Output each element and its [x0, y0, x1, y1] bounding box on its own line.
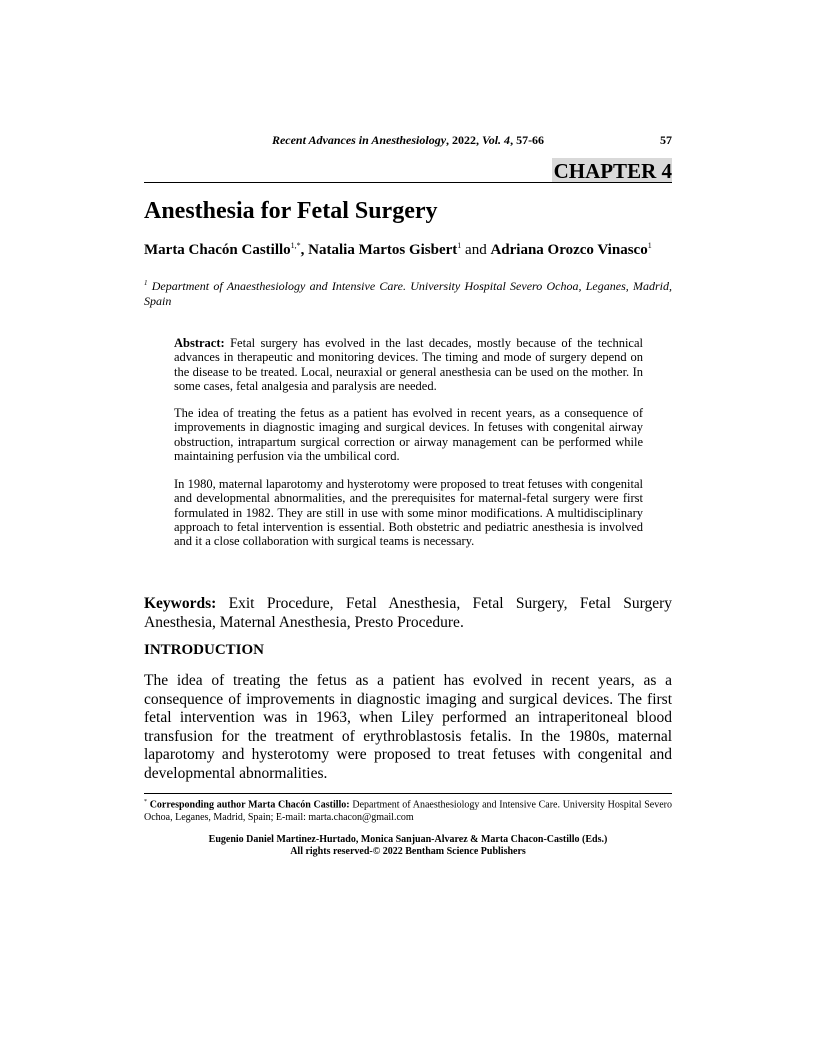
author-separator: ,	[300, 242, 309, 258]
abstract-paragraph-1	[174, 336, 643, 393]
author-1: Marta Chacón Castillo	[144, 242, 291, 258]
abstract-label: Abstract:	[174, 336, 225, 350]
keywords-label: Keywords:	[144, 595, 217, 612]
chapter-divider	[144, 182, 672, 183]
introduction-paragraph: The idea of treating the fetus as a patient has evolved in recent years, as a consequence of improvements in diagnostic imaging and surgical devices. The first fetal intervention was in 1963, when Liley performed an intraperitoneal blood transfusion for the treatment of erythroblastosis fetalis. In the 1980s, maternal laparotomy and hysterotomy were proposed to treat fetuses with congenital and developmental abnormalities.	[144, 672, 672, 782]
footnote	[144, 796, 672, 824]
author-1-affiliation-mark: 1,*	[290, 241, 301, 250]
year-separator: , 2022,	[446, 133, 483, 147]
author-3-affiliation-mark: 1	[647, 241, 652, 250]
keywords	[144, 594, 672, 632]
abstract-paragraph-3: In 1980, maternal laparotomy and hysterotomy were proposed to treat fetuses with congenital and developmental abnormalities, and the prerequisites for maternal-fetal surgery were first formulated in 1982. They are still in use with some minor modifications. A multidisciplinary approach to fetal intervention is essential. Both obstetric and pediatric anesthesia is involved and it a close collaboration with surgical teams is necessary.	[174, 477, 643, 549]
keywords-text: Exit Procedure, Fetal Anesthesia, Fetal Surgery, Fetal Surgery Anesthesia, Maternal Anesthesia, Presto Procedure.	[144, 595, 672, 631]
page-number: 57	[660, 133, 672, 147]
affiliation-mark: 1	[144, 279, 148, 287]
author-list	[144, 236, 672, 260]
footnote-text: Department of Anaesthesiology and Intensive Care. University Hospital Severo Ochoa, Leganes, Madrid, Spain; E-mail: marta.chacon@gmail.com	[144, 799, 672, 823]
publisher-info	[144, 834, 672, 858]
footnote-label: Corresponding author Marta Chacón Castillo:	[147, 799, 350, 811]
editors-line: Eugenio Daniel Martinez-Hurtado, Monica Sanjuan-Alvarez & Marta Chacon-Castillo (Eds.)	[208, 834, 608, 845]
introduction-heading: INTRODUCTION	[144, 642, 265, 658]
chapter-title: Anesthesia for Fetal Surgery	[144, 198, 438, 224]
affiliation	[144, 276, 672, 309]
author-3: Adriana Orozco Vinasco	[490, 242, 648, 258]
affiliation-text: Department of Anaesthesiology and Intensive Care. University Hospital Severo Ochoa, Leganes, Madrid, Spain	[144, 279, 672, 308]
author-2-affiliation-mark: 1	[457, 241, 462, 250]
abstract-text-1: Fetal surgery has evolved in the last decades, mostly because of the technical advances in therapeutic and monitoring devices. The timing and mode of surgery depend on the disease to be treated. Local, neuraxial or general anesthesia can be used on the mother. In some cases, fetal analgesia and paralysis are needed.	[174, 336, 643, 393]
page-range: , 57-66	[510, 133, 545, 147]
abstract-paragraph-2: The idea of treating the fetus as a patient has evolved in recent years, as a consequence of improvements in diagnostic imaging and surgical devices. In fetuses with congenital airway obstruction, intrapartum surgical correction or airway management can be performed while maintaining perfusion via the umbilical cord.	[174, 406, 643, 463]
footnote-mark: *	[144, 799, 147, 805]
journal-name: Recent Advances in Anesthesiology	[271, 133, 447, 147]
author-2: Natalia Martos Gisbert	[308, 242, 458, 258]
chapter-label: CHAPTER 4	[553, 159, 672, 183]
footnote-divider	[144, 793, 672, 794]
rights-line: All rights reserved-© 2022 Bentham Science Publishers	[290, 846, 526, 857]
running-header	[144, 133, 672, 148]
author-and: and	[461, 242, 491, 258]
volume: Vol. 4	[482, 133, 511, 147]
